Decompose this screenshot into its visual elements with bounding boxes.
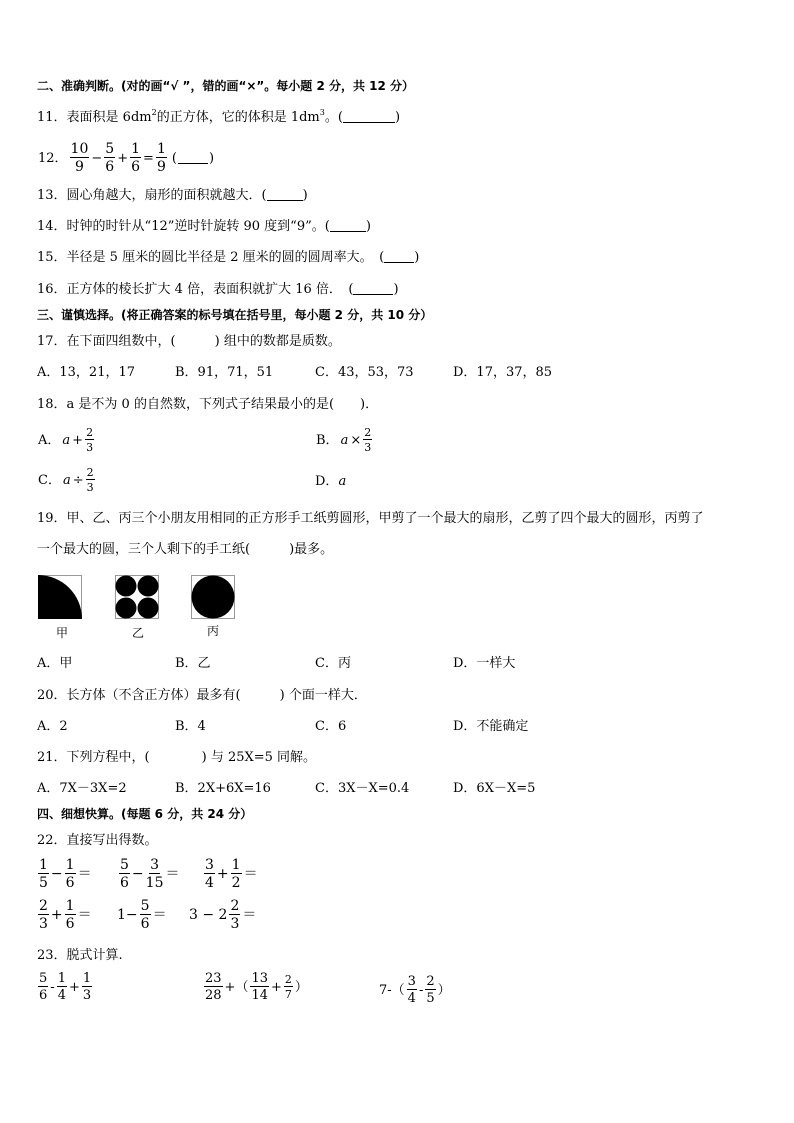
section-4-heading: 四、细想快算。(每题 6 分，共 24 分）: [37, 807, 253, 821]
option-a[interactable]: A．2: [37, 719, 68, 734]
calc-expression-1: $\frac{1}{5}$ − $\frac{1}{6}$ ＝: [39, 857, 92, 891]
answer-blank[interactable]: [267, 189, 303, 201]
option-c[interactable]: C．丙: [315, 656, 351, 671]
option-d[interactable]: D．一样大: [453, 656, 516, 671]
question-22: 22．直接写出得数。: [37, 833, 158, 848]
fraction: $\frac{2}{3}$: [86, 466, 94, 494]
figure-label-yi: 乙: [132, 626, 145, 640]
option-d[interactable]: D．不能确定: [453, 719, 529, 734]
answer-blank[interactable]: [384, 251, 414, 263]
single-circle-figure: [191, 575, 235, 619]
answer-blank[interactable]: [343, 111, 395, 123]
question-15: 15．半径是 5 厘米的圆比半径是 2 厘米的圆的圆周率大。 ( ): [37, 250, 420, 265]
option-a[interactable]: A．13，21，17: [37, 365, 136, 380]
option-b[interactable]: B．4: [175, 719, 206, 734]
fraction: $\frac{1}{9}$: [156, 141, 166, 175]
option-d[interactable]: D．6X－X=5: [453, 781, 536, 796]
option-b[interactable]: B．2X+6X=16: [175, 781, 271, 796]
section-2-heading: 二、准确判断。(对的画“√ ”，错的画“×”。每小题 2 分，共 12 分）: [37, 79, 415, 93]
question-19-line-2: 一个最大的圆，三个人剩下的手工纸( )最多。: [37, 542, 334, 557]
option-b[interactable]: B． a × $\frac{2}{3}$: [316, 426, 372, 454]
option-c[interactable]: C．43，53，73: [315, 365, 414, 380]
fraction: $\frac{1}{6}$: [131, 141, 141, 175]
question-19-line-1: 19．甲、乙、丙三个小朋友用相同的正方形手工纸剪圆形，甲剪了一个最大的扇形，乙剪了四个最大的圆形，丙剪了: [37, 511, 704, 526]
answer-blank[interactable]: [178, 152, 208, 164]
calc-expression-8: $\frac{23}{28}$ +（ $\frac{13}{14}$ + $\frac{2}{7}$ ）: [205, 971, 308, 1003]
question-14: 14．时钟的时针从“12”逆时针旋转 90 度到“9”。( ): [37, 219, 371, 234]
calc-expression-6: 3 − 2 $\frac{2}{3}$ ＝: [189, 898, 257, 932]
option-c[interactable]: C．6: [315, 719, 347, 734]
answer-blank[interactable]: [353, 283, 393, 295]
question-23: 23．脱式计算.: [37, 948, 123, 963]
four-circles-figure: [115, 575, 159, 619]
option-b[interactable]: B．乙: [175, 656, 211, 671]
question-17: 17．在下面四组数中，( ) 组中的数都是质数。: [37, 334, 341, 349]
fraction: $\frac{2}{3}$: [86, 426, 94, 454]
option-c[interactable]: C．3X－X=0.4: [315, 781, 410, 796]
option-b[interactable]: B．91，71，51: [175, 365, 274, 380]
question-18: 18．a 是不为 0 的自然数，下列式子结果最小的是( )．: [37, 397, 379, 412]
calc-expression-7: $\frac{5}{6}$ - $\frac{1}{4}$ + $\frac{1}{3}$: [39, 971, 92, 1003]
question-20: 20．长方体（不含正方体）最多有( ) 个面一样大．: [37, 688, 367, 703]
option-d[interactable]: D．a: [315, 474, 347, 489]
option-d[interactable]: D．17，37，85: [453, 365, 553, 380]
question-21: 21．下列方程中，( ) 与 25X=5 同解。: [37, 750, 317, 765]
option-a[interactable]: A．7X－3X=2: [37, 781, 127, 796]
calc-expression-9: 7-（ $\frac{3}{4}$ - $\frac{2}{5}$ ）: [379, 974, 451, 1006]
question-16: 16．正方体的棱长扩大 4 倍，表面积就扩大 16 倍． ( ): [37, 282, 399, 297]
calc-expression-2: $\frac{5}{6}$ − $\frac{3}{15}$ ＝: [120, 857, 180, 891]
answer-blank[interactable]: [330, 220, 366, 232]
section-3-heading: 三、谨慎选择。(将正确答案的标号填在括号里，每小题 2 分，共 10 分）: [37, 308, 433, 322]
fraction: $\frac{5}{6}$: [105, 141, 115, 175]
question-11: 11．表面积是 $6dm^2$的正方体，它的体积是 $1dm^3$。( ): [37, 108, 401, 125]
fraction: $\frac{2}{3}$: [364, 426, 372, 454]
calc-expression-3: $\frac{3}{4}$ + $\frac{1}{2}$ ＝: [205, 857, 258, 891]
option-c[interactable]: C． a ÷ $\frac{2}{3}$: [38, 466, 94, 494]
calc-expression-4: $\frac{2}{3}$ + $\frac{1}{6}$ ＝: [39, 898, 92, 932]
question-13: 13．圆心角越大，扇形的面积就越大．( ): [37, 188, 308, 203]
figure-label-jia: 甲: [56, 626, 69, 640]
quarter-circle-figure: [38, 575, 82, 619]
figure-label-bing: 丙: [207, 624, 220, 638]
fraction: $\frac{10}{9}$: [70, 141, 89, 175]
option-a[interactable]: A．甲: [37, 656, 73, 671]
calc-expression-5: 1− $\frac{5}{6}$ ＝: [117, 898, 167, 932]
option-a[interactable]: A． a + $\frac{2}{3}$: [38, 426, 94, 454]
question-12: 12． $\frac{10}{9}$ − $\frac{5}{6}$ + $\frac{1}{6}$ = $\frac{1}{9}$ ( ): [38, 141, 215, 175]
